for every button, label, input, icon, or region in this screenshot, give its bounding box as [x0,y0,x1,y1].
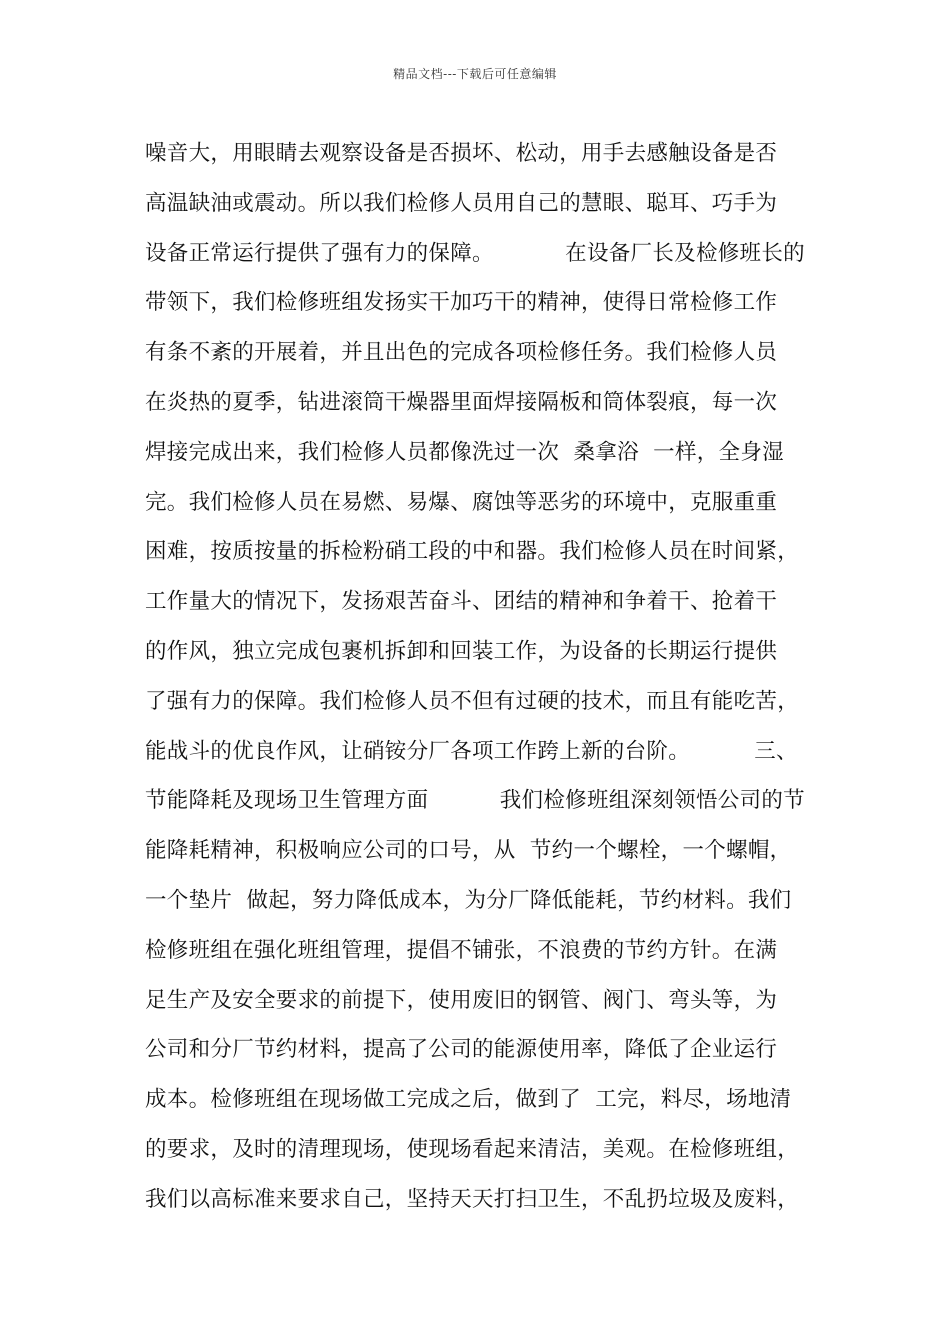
text-line: 能降耗精神，积极响应公司的口号，从 节约一个螺栓，一个螺帽， [145,838,792,864]
page-header: 精品文档---下载后可任意编辑 [393,67,557,81]
text-line: 成本。检修班组在现场做工完成之后，做到了 工完，料尽，场地清 [145,1087,792,1113]
text-line: 检修班组在强化班组管理，提倡不铺张，不浪费的节约方针。在满 [145,937,778,963]
text-line: 在炎热的夏季，钻进滚筒干燥器里面焊接隔板和筒体裂痕，每一次 [145,389,778,415]
text-line: 足生产及安全要求的前提下，使用废旧的钢管、阀门、弯头等，为 [145,987,778,1013]
text-line: 有条不紊的开展着，并且出色的完成各项检修任务。我们检修人员 [145,340,778,366]
text-line: 的要求，及时的清理现场，使现场看起来清洁，美观。在检修班组， [145,1136,800,1162]
text-line: 完。我们检修人员在易燃、易爆、腐蚀等恶劣的环境中，克服重重 [145,489,778,515]
text-line: 噪音大，用眼睛去观察设备是否损坏、松动，用手去感触设备是否 [145,141,778,166]
text-line: 公司和分厂节约材料，提高了公司的能源使用率，降低了企业运行 [145,1037,778,1063]
text-line: 能战斗的优良作风，让硝铵分厂各项工作跨上新的台阶。 三、 [145,738,798,764]
text-line: 的作风，独立完成包裹机拆卸和回装工作，为设备的长期运行提供 [145,638,778,664]
text-line: 节能降耗及现场卫生管理方面 我们检修班组深刻领悟公司的节 [145,788,805,814]
text-line: 我们以高标准来要求自己，坚持天天打扫卫生，不乱扔垃圾及废料， [145,1186,800,1212]
text-line: 工作量大的情况下，发扬艰苦奋斗、团结的精神和争着干、抢着干 [145,589,778,615]
text-line: 高温缺油或震动。所以我们检修人员用自己的慧眼、聪耳、巧手为 [145,190,778,216]
body-text [145,129,835,1225]
text-line: 困难，按质按量的拆检粉硝工段的中和器。我们检修人员在时间紧， [145,539,800,565]
text-line: 焊接完成出来，我们检修人员都像洗过一次 桑拿浴 一样，全身湿 [145,439,784,465]
text-line: 了强有力的保障。我们检修人员不但有过硬的技术，而且有能吃苦， [145,688,800,714]
text-line: 设备正常运行提供了强有力的保障。 在设备厂长及检修班长的 [145,240,805,266]
text-line: 带领下，我们检修班组发扬实干加巧干的精神，使得日常检修工作 [145,290,778,316]
text-line: 一个垫片 做起，努力降低成本，为分厂降低能耗，节约材料。我们 [145,887,792,913]
